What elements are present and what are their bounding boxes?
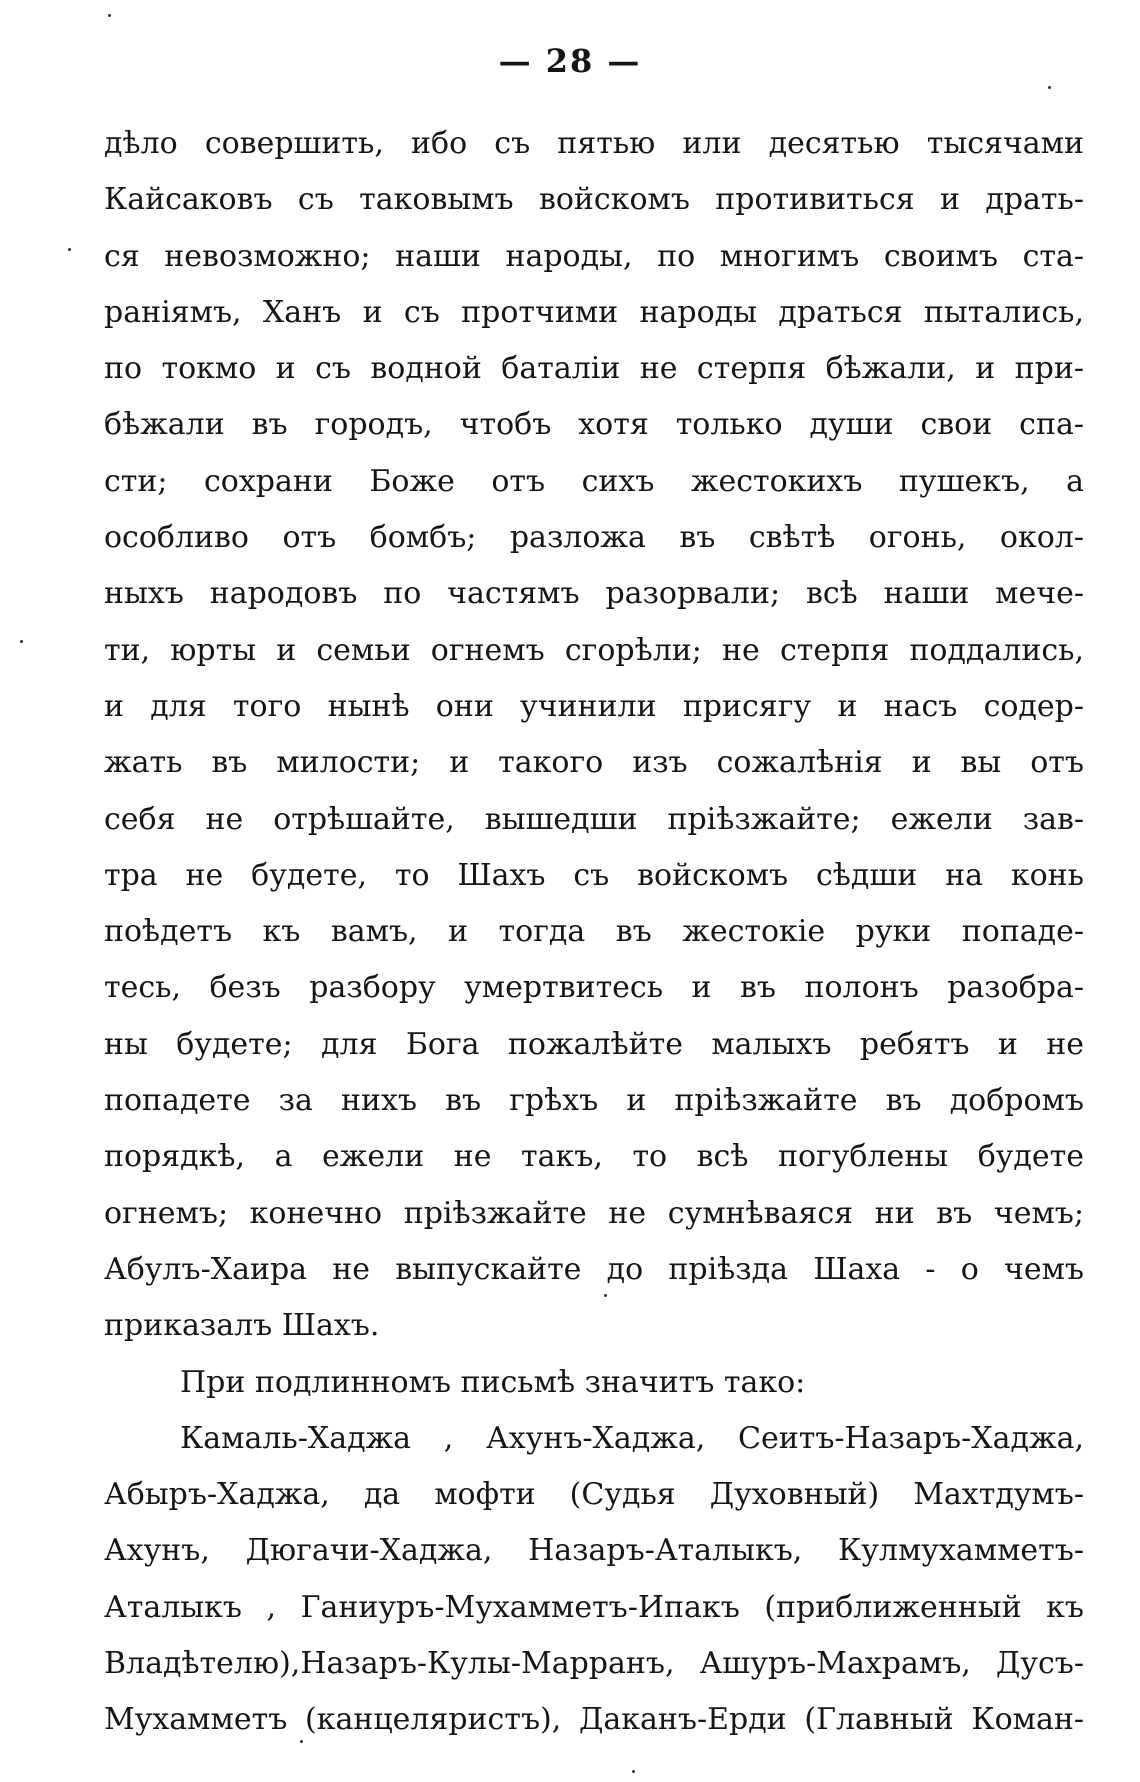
- scan-speck: [604, 1294, 607, 1297]
- text-line: Кайсаковъ съ таковымъ войскомъ противиться и драть-: [104, 182, 1084, 218]
- text-line: ны будете; для Бога пожалѣйте малыхъ ребятъ и не: [104, 1026, 1084, 1062]
- text-line: по токмо и съ водной баталіи не стерпя бѣжали, и при-: [104, 351, 1084, 387]
- body-text: [104, 116, 1084, 1749]
- text-line: дѣло совершить, ибо съ пятью или десятью тысячами: [104, 126, 1084, 161]
- text-line: Аталыкъ , Ганиуръ-Мухамметъ-Ипакъ (приближенный къ: [104, 1589, 1084, 1625]
- text-line: поѣдетъ къ вамъ, и тогда въ жестокіе руки попаде-: [104, 914, 1084, 950]
- text-line: огнемъ; конечно пріѣзжайте не сумнѣваяся ни въ чемъ;: [104, 1195, 1084, 1231]
- text-line: тесь, безъ разбору умертвитесь и въ полонъ разобра-: [104, 970, 1084, 1006]
- scan-speck: [108, 14, 111, 17]
- text-line: Камаль-Хаджа , Ахунъ-Хаджа, Сеитъ-Назаръ-Хаджа,: [180, 1420, 1084, 1456]
- text-line: раніямъ, Ханъ и съ протчими народы драться пытались,: [104, 294, 1084, 330]
- text-line: и для того нынѣ они учинили присягу и насъ содер-: [104, 688, 1084, 724]
- text-line: особливо отъ бомбъ; разложа въ свѣтѣ огонь, окол-: [104, 520, 1084, 556]
- scan-speck: [20, 640, 23, 643]
- scan-speck: [1048, 86, 1051, 89]
- text-line: Абыръ-Хаджа, да мофти (Судья Духовный) Махтдумъ-: [104, 1477, 1084, 1513]
- text-line: При подлинномъ письмѣ значитъ тако:: [180, 1364, 806, 1400]
- text-line: сти; сохрани Боже отъ сихъ жестокихъ пушекъ, а: [104, 463, 1084, 499]
- text-line: Мухамметъ (канцеляристъ), Даканъ-Ерди (Главный Коман-: [104, 1702, 1084, 1738]
- scan-speck: [632, 1770, 635, 1773]
- text-line: Ахунъ, Дюгачи-Хаджа, Назаръ-Аталыкъ, Кулмухамметъ-: [104, 1533, 1084, 1569]
- text-line: попадете за нихъ въ грѣхъ и пріѣзжайте въ добромъ: [104, 1083, 1084, 1119]
- text-line: жать въ милости; и такого изъ сожалѣнія и вы отъ: [104, 745, 1084, 781]
- scan-speck: [300, 1740, 303, 1743]
- text-line: ся невозможно; наши народы, по многимъ своимъ ста-: [104, 238, 1084, 274]
- text-line: Абулъ-Хаира не выпускайте до пріѣзда Шаха - о чемъ: [104, 1251, 1084, 1287]
- text-line: бѣжали въ городъ, чтобъ хотя только души свои спа-: [104, 407, 1084, 443]
- text-line: ныхъ народовъ по частямъ разорвали; всѣ наши мече-: [104, 576, 1084, 612]
- text-line: приказалъ Шахъ.: [104, 1308, 380, 1344]
- text-line: порядкѣ, а ежели не такъ, то всѣ погублены будете: [104, 1139, 1084, 1175]
- text-line: ти, юрты и семьи огнемъ сгорѣли; не стерпя поддались,: [104, 632, 1084, 668]
- text-line: Владѣтелю),Назаръ-Кулы-Марранъ, Ашуръ-Махрамъ, Дусъ-: [104, 1646, 1084, 1682]
- text-line: тра не будете, то Шахъ съ войскомъ сѣдши на конь: [104, 857, 1084, 893]
- page-number: — 28 —: [498, 42, 642, 80]
- text-line: себя не отрѣшайте, вышедши пріѣзжайте; ежели зав-: [104, 801, 1084, 837]
- scan-speck: [68, 248, 71, 251]
